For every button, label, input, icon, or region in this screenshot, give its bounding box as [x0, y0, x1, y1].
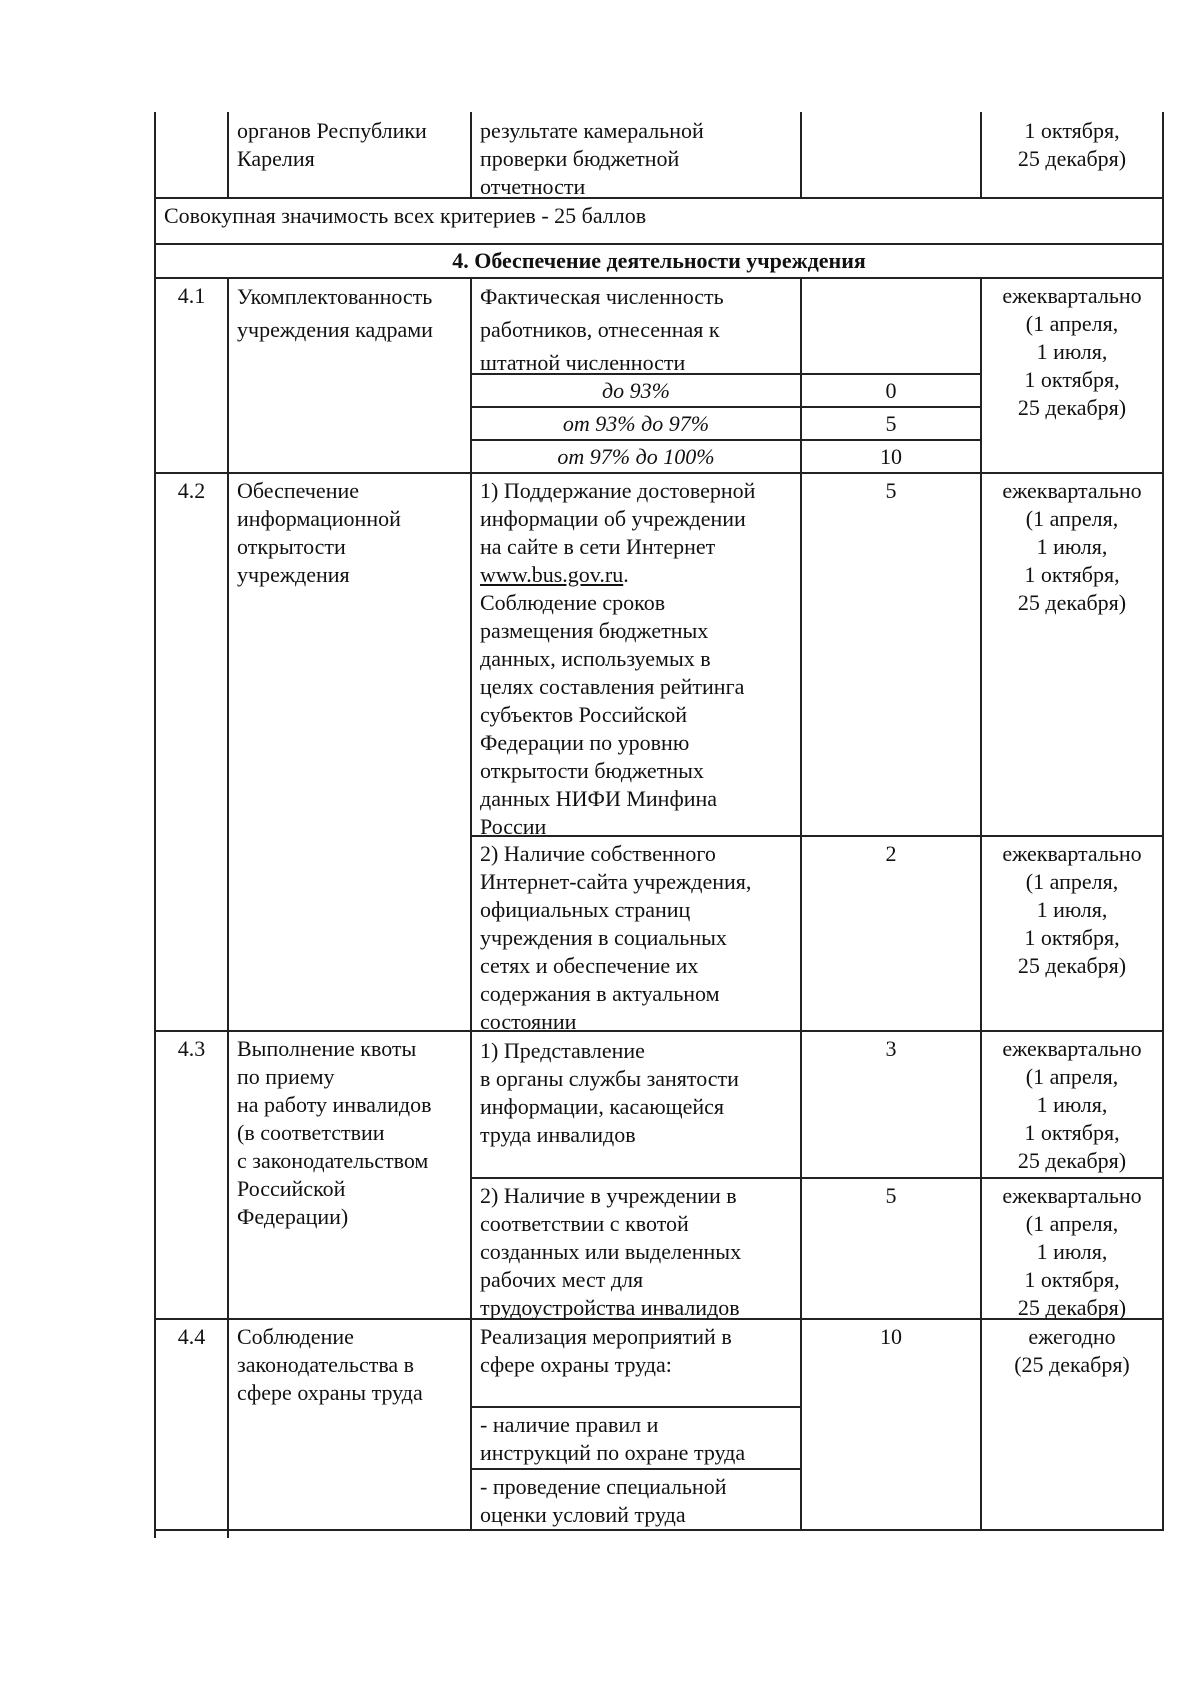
period-text: 1 октября, 25 декабря) [1017, 118, 1127, 171]
indicator-text: результате камеральной проверки бюджетной отчетности [480, 118, 704, 199]
level-score: 10 [880, 444, 902, 469]
score-text: 5 [885, 1183, 897, 1208]
row-number: 4.1 [177, 283, 206, 308]
row-number: 4.3 [177, 1036, 206, 1061]
indicator-text-part: 1) Поддержание достоверной информации об учреждении на сайте в сети Интернет [480, 478, 756, 559]
period-text: ежеквартально (1 апреля, 1 июля, 1 октября, 25 декабря) [1002, 841, 1142, 978]
level-score: 0 [885, 378, 897, 403]
criterion-text: Укомплектованность учреждения кадрами [237, 284, 433, 342]
indicator-text-part: Соблюдение сроков размещения бюджетных данных, используемых в целях составления рейтинга субъектов Российской Федерации по уровню открытости бюджетных данных НИФИ Минфина России [480, 590, 745, 839]
level-score: 5 [885, 411, 897, 436]
grid-line [227, 278, 229, 1538]
grid-line [470, 406, 982, 408]
grid-line [470, 1406, 800, 1408]
grid-line [154, 243, 1164, 245]
indicator-text: - наличие правил и инструкций по охране труда [480, 1412, 746, 1465]
period-text: ежегодно (25 декабря) [1014, 1324, 1130, 1377]
criterion-text: органов Республики Карелия [237, 118, 427, 171]
criterion-text: Обеспечение информационной открытости учреждения [237, 478, 401, 587]
grid-line [470, 439, 982, 441]
indicator-text [480, 476, 798, 841]
grid-line [154, 472, 1164, 474]
period-text: ежеквартально (1 апреля, 1 июля, 1 октября, 25 декабря) [1002, 283, 1142, 420]
section-title: 4. Обеспечение деятельности учреждения [452, 248, 866, 273]
criterion-text: Соблюдение законодательства в сфере охраны труда [237, 1324, 423, 1405]
period-text: ежеквартально (1 апреля, 1 июля, 1 октября, 25 декабря) [1002, 478, 1142, 615]
period-text: ежеквартально (1 апреля, 1 июля, 1 октября, 25 декабря) [1002, 1036, 1142, 1173]
indicator-text: Реализация мероприятий в сфере охраны труда: [480, 1324, 732, 1377]
score-text: 2 [885, 841, 897, 866]
grid-line [800, 112, 802, 198]
indicator-text: - проведение специальной оценки условий труда [480, 1474, 727, 1527]
row-number: 4.4 [177, 1324, 206, 1349]
punctuation: . [623, 562, 629, 587]
indicator-text: 2) Наличие в учреждении в соответствии с квотой созданных или выделенных рабочих мест для трудоустройства инвалидов [480, 1183, 742, 1320]
grid-line [470, 1468, 800, 1470]
criterion-text: Выполнение квоты по приему на работу инвалидов (в соответствии с законодательством Российской Федерации) [237, 1036, 432, 1229]
website-link[interactable]: www.bus.gov.ru [480, 562, 624, 587]
score-text: 3 [885, 1036, 897, 1061]
total-score-text: Совокупная значимость всех критериев - 25 баллов [164, 203, 647, 228]
level-label: от 97% до 100% [557, 444, 715, 469]
level-label: от 93% до 97% [562, 411, 710, 436]
grid-line [470, 112, 472, 198]
grid-line [470, 1177, 1164, 1179]
indicator-text: 2) Наличие собственного Интернет-сайта учреждения, официальных страниц учреждения в социальных сетях и обеспечение их содержания в актуальном состоянии [480, 841, 752, 1034]
indicator-text: 1) Представление в органы службы занятости информации, касающейся труда инвалидов [480, 1038, 739, 1147]
indicator-text: Фактическая численность работников, отнесенная к штатной численности [480, 284, 724, 375]
grid-line [227, 112, 229, 198]
period-text: ежеквартально (1 апреля, 1 июля, 1 октября, 25 декабря) [1002, 1183, 1142, 1320]
score-text: 10 [880, 1324, 902, 1349]
level-label: до 93% [602, 378, 670, 403]
row-number: 4.2 [177, 478, 206, 503]
grid-line [154, 1529, 1164, 1531]
score-text: 5 [885, 478, 897, 503]
